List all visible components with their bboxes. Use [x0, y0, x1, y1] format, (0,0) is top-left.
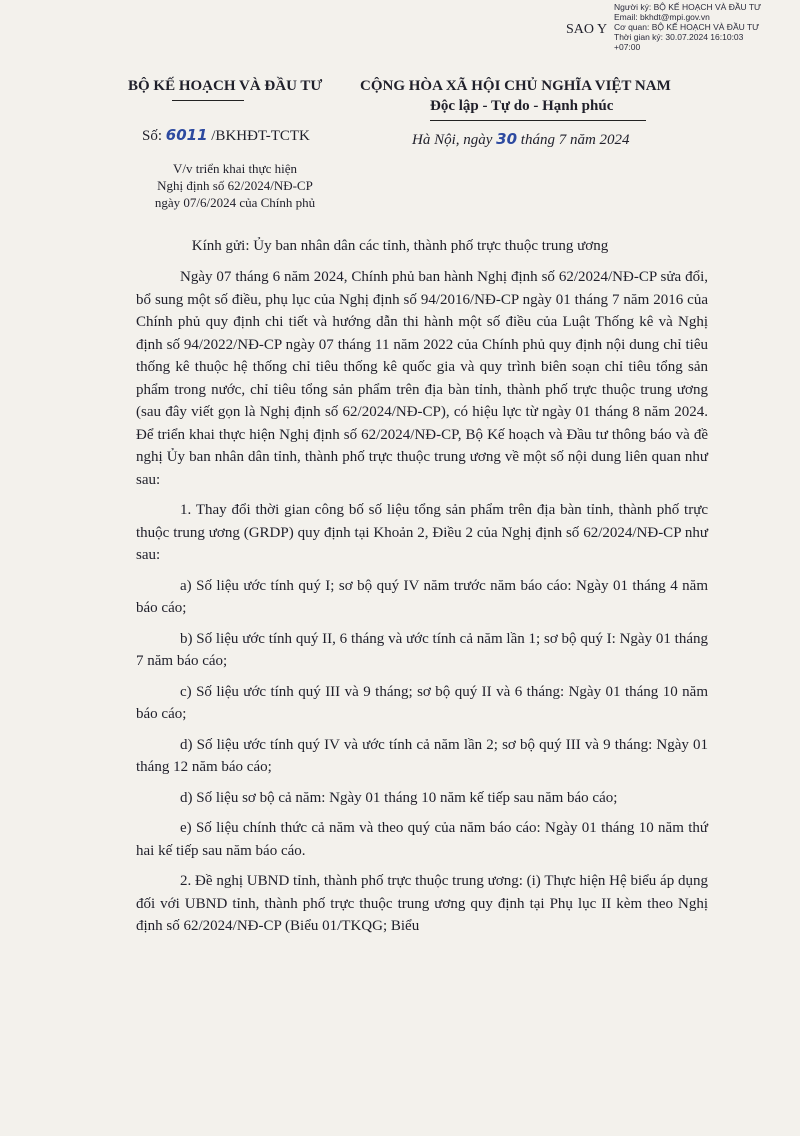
recipient-line: Kính gửi: Ủy ban nhân dân các tỉnh, thành phố trực thuộc trung ương	[191, 238, 609, 254]
document-date	[412, 130, 630, 149]
date-suffix: tháng 7 năm 2024	[520, 132, 630, 148]
subject-block	[120, 160, 350, 211]
body-paragraph: e) Số liệu chính thức cả năm và theo quý của năm báo cáo: Ngày 01 tháng 10 năm thứ hai kế tiếp sau năm báo cáo.	[136, 820, 708, 859]
body-paragraph: d) Số liệu ước tính quý IV và ước tính cả năm lần 2; sơ bộ quý III và 9 tháng: Ngày 01 tháng 12 năm báo cáo;	[136, 736, 708, 775]
document-body	[136, 266, 708, 946]
digital-signature-block	[614, 2, 761, 52]
subject-line: V/v triển khai thực hiện	[172, 161, 297, 176]
document-number-prefix: Số:	[142, 128, 163, 144]
body-paragraph: b) Số liệu ước tính quý II, 6 tháng và ước tính cả năm lần 1; sơ bộ quý I: Ngày 01 tháng 7 năm báo cáo;	[136, 630, 708, 669]
body-paragraph: 1. Thay đổi thời gian công bố số liệu tổng sản phẩm trên địa bàn tỉnh, thành phố trực thuộc trung ương (GRDP) quy định tại Khoản 2, Điều 2 của Nghị định số 62/2024/NĐ-CP như sau:	[136, 502, 708, 563]
handwritten-day: 30	[496, 130, 518, 148]
signature-time: Thời gian ký: 30.07.2024 16:10:03	[614, 32, 744, 42]
signature-agency: Cơ quan: BỘ KẾ HOẠCH VÀ ĐẦU TƯ	[614, 22, 760, 32]
signature-timezone: +07:00	[614, 42, 641, 52]
document-number	[142, 126, 310, 145]
signature-email: Email: bkhdt@mpi.gov.vn	[614, 12, 710, 22]
handwritten-number: 6011	[165, 126, 208, 144]
body-paragraph: d) Số liệu sơ bộ cả năm: Ngày 01 tháng 10 năm kế tiếp sau năm báo cáo;	[180, 789, 618, 806]
body-paragraph: a) Số liệu ước tính quý I; sơ bộ quý IV năm trước năm báo cáo: Ngày 01 tháng 4 năm báo cáo;	[136, 577, 708, 616]
national-motto: Độc lập - Tự do - Hạnh phúc	[430, 98, 614, 114]
org-underline	[172, 100, 244, 101]
body-paragraph: 2. Đề nghị UBND tỉnh, thành phố trực thuộc trung ương: (i) Thực hiện Hệ biểu áp dụng đối với UBND tỉnh, thành phố trực thuộc trung ương quy định tại Phụ lục II kèm theo Nghị định số 62/2024/NĐ-CP (Biểu 01/TKQG; Biểu	[136, 873, 708, 934]
body-paragraph: Ngày 07 tháng 6 năm 2024, Chính phủ ban hành Nghị định số 62/2024/NĐ-CP sửa đổi, bổ sung một số điều, phụ lục của Nghị định số 94/2016/NĐ-CP ngày 01 tháng 7 năm 2016 của Chính phủ quy định chi tiết và hướng dẫn thi hành một số điều của Luật Thống kê và Nghị định số 94/2022/NĐ-CP ngày 07 tháng 11 năm 2022 của Chính phủ quy định nội dung chỉ tiêu thống kê thuộc hệ thống chỉ tiêu thống kê quốc gia và quy trình biên soạn chỉ tiêu tổng sản phẩm trong nước, chỉ tiêu tổng sản phẩm trên địa bàn tỉnh, thành phố trực thuộc trung ương (sau đây viết gọn là Nghị định số 62/2024/NĐ-CP), có hiệu lực từ ngày 01 tháng 8 năm 2024. Để triển khai thực hiện Nghị định số 62/2024/NĐ-CP, Bộ Kế hoạch và Đầu tư thông báo và đề nghị Ủy ban nhân dân tỉnh, thành phố trực thuộc trung ương về một số nội dung liên quan như sau:	[136, 269, 708, 488]
body-paragraph: c) Số liệu ước tính quý III và 9 tháng; sơ bộ quý II và 6 tháng: Ngày 01 tháng 10 năm báo cáo;	[136, 683, 708, 722]
document-number-suffix: /BKHĐT-TCTK	[211, 128, 310, 144]
signature-signer: Người ký: BỘ KẾ HOẠCH VÀ ĐẦU TƯ	[614, 2, 762, 12]
sao-y-label: SAO Y	[566, 22, 608, 37]
subject-line: Nghị định số 62/2024/NĐ-CP	[157, 178, 313, 193]
national-title: CỘNG HÒA XÃ HỘI CHỦ NGHĨA VIỆT NAM	[360, 78, 671, 94]
date-prefix: Hà Nội, ngày	[412, 132, 493, 148]
issuing-organization: BỘ KẾ HOẠCH VÀ ĐẦU TƯ	[128, 78, 323, 94]
motto-underline	[430, 120, 646, 121]
subject-line: ngày 07/6/2024 của Chính phủ	[154, 195, 316, 210]
